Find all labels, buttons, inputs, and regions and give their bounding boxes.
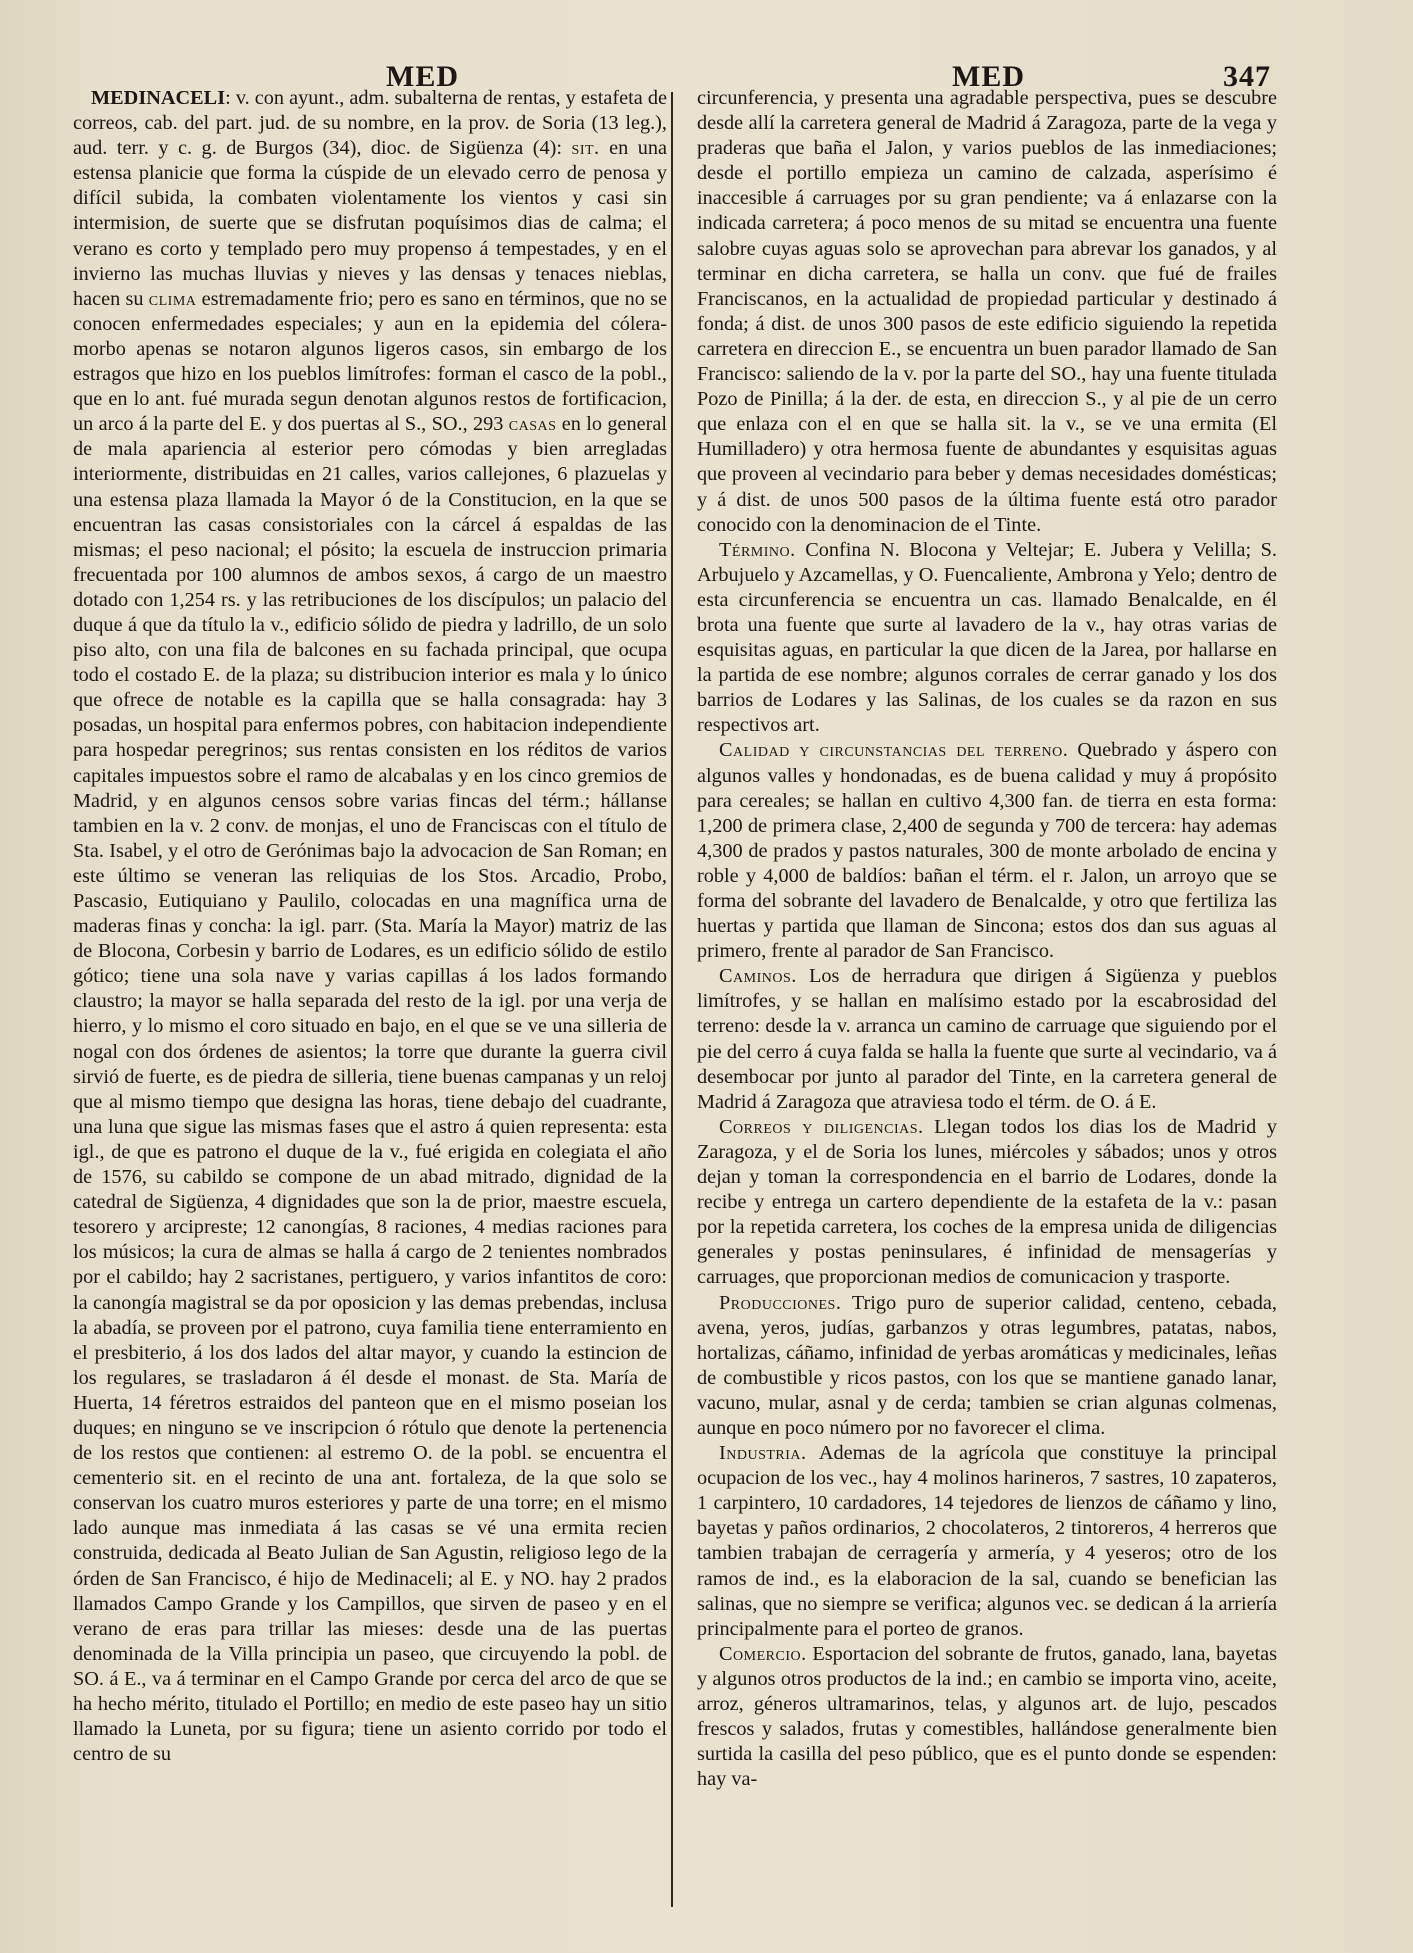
section-heading: Producciones. <box>719 1291 842 1314</box>
section-heading: Comercio. <box>719 1642 807 1665</box>
section-text: Quebrado y áspero con algunos valles y hondonadas, es de buena calidad y muy á propósito para cereales; se hallan en cultivo 4,300 fan. de tierra en esta forma: 1,200 de primera clase, 2,400 de segunda y 700 de tercera: hay ademas 4,300 de prados y pastos naturales, 300 de monte arbolado de encina y roble y 4,000 de baldíos: bañan el térm. el r. Jalon, un arroyo que se forma del sobrante del lavadero de Benalcalde, y otro que fertiliza las huertas y partida que llaman de Sinconа; estos dos dan sus aguas al primero, frente al parador de San Francisco. <box>697 739 1277 963</box>
section-text: Llegan todos los dias los de Madrid y Zaragoza, y el de Soria los lunes, miércoles y sábados; unos y otros dejan y toman la correspondencia en el barrio de Lodares, donde la recibe y entrega un cartero dependiente de la estafeta de la v.: pasan por la repetida carretera, los coches de la empresa unida de diligencias generales y postas peninsulares, é infinidad de mensagerías y carruages, que proporcionan medios de comunicacion y trasporte. <box>697 1115 1277 1289</box>
casas-label: casas <box>508 413 557 436</box>
section-comercio <box>697 1642 1277 1793</box>
section-termino <box>697 538 1277 739</box>
entry-head: MEDINACELI <box>91 87 226 109</box>
header-left-title: MED <box>386 60 459 93</box>
entry-text-1: : v. con ayunt., adm. subalterna de rentas, y estafeta de correos, cab. del part. jud. de su nombre, en la prov. de Soria (13 leg.), aud. terr. y c. g. de Burgos (34), dioc. de Sigüenza (4): <box>73 87 667 160</box>
section-caminos <box>697 964 1277 1115</box>
section-industria <box>697 1441 1277 1642</box>
section-text: Ademas de la agrícola que constituye la principal ocupacion de los vec., hay 4 molinos harineros, 7 sastres, 10 zapateros, 1 carpintero, 10 cardadores, 14 tejedores de lienzos de cáñamo y lino, bayetas y paños ordinarios, 2 chocolateros, 2 tintoreros, 4 herreros que tambien trabajan de cerragería y armería, y 4 yeseros; otro de los ramos de ind., es la elaboracion de la sal, cuando se benefician las salinas, que no siempre se verifica; algunos vec. se dedican á la arriería principalmente para el porteo de granos. <box>697 1442 1277 1640</box>
page-number: 347 <box>1223 60 1271 93</box>
section-calidad <box>697 738 1277 964</box>
section-heading: Calidad y circunstancias del terreno. <box>719 739 1069 762</box>
section-correos <box>697 1115 1277 1291</box>
section-heading: Caminos. <box>719 965 797 988</box>
section-heading: Correos y diligencias. <box>719 1115 924 1138</box>
right-column <box>697 86 1277 1792</box>
clima-label: clima <box>148 287 197 310</box>
column-divider <box>671 92 673 1907</box>
paragraph-continuation: circunferencia, y presenta una agradable perspectiva, pues se descubre desde allí la carretera general de Madrid á Zaragoza, parte de la vega y praderas que baña el Jalon, y varios pueblos de las inmediaciones; desde el portillo empieza un camino de calzada, asperísimo é inaccesible á carruages por su gran pendiente; va á enlazarse con la indicada carretera; á poco menos de su mitad se encuentra una fuente salobre cuyas aguas solo se aprovechan para abrevar los ganados, y al terminar en dicha carretera, se halla un conv. que fué de frailes Franciscanos, en la actualidad de propiedad particular y destinado á fonda; á dist. de unos 300 pasos de este edificio siguiendo la repetida carretera en direccion E., se encuentra un buen parador llamado de San Francisco: saliendo de la v. por la parte del SO., hay una fuente titulada Pozo de Pinilla; á la der. de esta, en direccion S., y al pie de un cerro que enlaza con el en que se halla sit. la v., se ve una ermita (El Humilladero) y otra hermosa fuente de abundantes y esquisitas aguas que proveen al vecindario para beber y demas necesidades domésticas; y á dist. de unos 500 pasos de la última fuente está otro parador conocido con la denominacion de el Tinte. <box>697 87 1277 536</box>
section-heading: Término. <box>719 538 796 561</box>
section-text: Los de herradura que dirigen á Sigüenza y pueblos limítrofes, y se hallan en malísimo estado por la escabrosidad del terreno: desde la v. arranca un camino de carruage que siguiendo por el pie del cerro á cuya falda se halla la fuente que surte al vecindario, va á desembocar por junto al parador del Tinte, en la carretera general de Madrid á Zaragoza que atraviesa todo el térm. de O. á E. <box>697 965 1277 1113</box>
entry-text-4: en lo general de mala apariencia al esterior pero cómodas y bien arregladas interiormente, distribuidas en 21 calles, varios callejones, 6 plazuelas y una estensa plaza llamada la Mayor ó de la Constitucion, en la que se encuentran las casas consistoriales con la cárcel á espaldas de las mismas; el peso nacional; el pósito; la escuela de instruccion primaria frecuentada por 100 alumnos de ambos sexos, á cargo de un maestro dotado con 1,254 rs. y las retribuciones de los discípulos; un palacio del duque á que da título la v., edificio sólido de piedra y ladrillo, de un solo piso alto, con una fila de balcones en su fachada principal, que ocupa todo el costado E. de la plaza; su distribucion interior es mala y lo único que ofrece de notable es la capilla que se halla consagrada: hay 3 posadas, un hospital para enfermos pobres, con habitacion independiente para hospedar peregrinos; sus rentas consisten en los réditos de varios capitales impuestos sobre el ramo de alcabalas y en los cinco gremios de Madrid, y en algunos censos sobre varias fincas del térm.; hállanse tambien en la v. 2 conv. de monjas, el uno de Franciscas con el título de Sta. Isabel, y el otro de Gerónimas bajo la advocacion de San Roman; en este último se veneran las reliquias de los Stos. Arcadio, Probo, Pascasio, Eutiquiano y Paulilo, colocadas en una magnífica urna de maderas finas y concha: la igl. parr. (Sta. María la Mayor) matriz de las de Blocona, Corbesin y barrio de Lodares, es un edificio sólido de estilo gótico; tiene una sola nave y varias capillas á los lados formando claustro; la mayor se halla separada del resto de la igl. por una verja de hierro, y lo mismo el coro situado en bajo, en el que se ve una silleria de nogal con dos órdenes de asientos; la torre que durante la guerra civil sirvió de fuerte, es de piedra de silleria, tiene buenas campanas y un reloj que al mismo tiempo que designa las horas, tiene debajo del cuadrante, una luna que sigue las mismas fases que el astro á quien representa: esta igl., de que es patrono el duque de la v., fué erigida en colegiata el año de 1576, su cabildo se compone de un abad mitrado, dignidad de la catedral de Sigüenza, 4 dignidades que son la de prior, maestre escuela, tesorero y arcipreste; 12 canongías, 8 raciones, 4 medias raciones para los músicos; la cura de almas se halla á cargo de 2 tenientes nombrados por el cabildo; hay 2 sacristanes, pertiguero, y varios infantitos de coro: la canongía magistral se da por oposicion y las demas prebendas, inclusa la abadía, se proveen por el patrono, cuya familia tiene enterramiento en el presbiterio, á los dos lados del altar mayor, y cuando la estincion de los regulares, se trasladaron á él desde el monast. de Sta. María de Huerta, 14 féretros estraidos del panteon que en el mismo poseian los duques; en ninguno se ve inscripcion ó rótulo que denote la pertenencia de los restos que contienen: al estremo O. de la pobl. se encuentra el cementerio sit. en el recinto de una ant. fortaleza, de la que solo se conservan los cuatro muros esteriores y parte de una torre; en el mismo lado aunque mas inmediata á las casas se vé una ermita recien construida, dedicada al Beato Julian de San Agustin, religioso lego de la órden de San Francisco, é hijo de Medinaceli; al E. y NO. hay 2 prados llamados Campo Grande y los Campillos, que sirven de paseo y en el verano de eras para trillar las mieses: desde una de las puertas denominada de la Villa principia un paseo, que circuyendo la pobl. de SO. á E., va á terminar en el Campo Grande por cerca del arco de que se ha hecho mérito, titulado el Portillo; en medio de este paseo hay un sitio llamado la Luneta, por su figura; tiene un asiento corrido por todo el centro de su <box>73 413 667 1766</box>
section-text: Esportacion del sobrante de frutos, ganado, lana, bayetas y algunos otros productos de la ind.; en cambio se importa vino, aceite, arroz, géneros ultramarinos, telas, y algunos art. de lujo, pescados frescos y salados, frutas y comestibles, hallándose generalmente bien surtida la casilla del peso público, que es el punto donde se espenden: hay va- <box>697 1642 1277 1791</box>
left-column <box>73 86 667 1767</box>
entry-text-3: estremadamente frio; pero es sano en términos, que no se conocen enfermedades especiales; y aun en la epidemia del cólera-morbo apenas se notaron algunos ligeros casos, sin embargo de los estragos que hizo en los pueblos limítrofes: forman el casco de la pobl., que en lo ant. fué murada segun denotan algunos restos de fortificacion, un arco á la parte del E. y dos puertas al S., SO., 293 <box>73 287 667 436</box>
entry-medinaceli <box>73 86 667 1767</box>
section-text: Trigo puro de superior calidad, centeno, cebada, avena, yeros, judías, garbanzos y otras legumbres, patatas, nabos, hortalizas, cáñamo, infinidad de yerbas aromáticas y medicinales, leñas de combustible y ricos pastos, con los que se mantiene ganado lanar, vacuno, mular, asnal y de cerda; tambien se crian algunas colmenas, aunque en poco número por no favorecer el clima. <box>697 1291 1277 1439</box>
sit-label: sit. <box>571 137 600 160</box>
section-producciones <box>697 1291 1277 1442</box>
header-right-title: MED <box>952 60 1025 93</box>
section-text: Confina N. Blocona y Veltejar; E. Jubera y Velilla; S. Arbujuelo y Azcamellas, y O. Fuencaliente, Ambrona y Yelo; dentro de esta circunferencia se encuentra un cas. llamado Benalcalde, en él brota una fuente que surte al lavadero de la v., hay otras varias de esquisitas aguas, en particular la que dicen de la Jarea, por hallarse en la partida de ese nombre; algunos corrales de cerrar ganado y los dos barrios de Lodares y las Salinas, de los cuales se da razon en sus respectivos art. <box>697 538 1277 737</box>
entry-text-2: en una estensa planicie que forma la cúspide de un elevado cerro de penosa y difícil subida, la combaten violentamente los vientos y casi sin intermision, de suerte que se disfrutan poquísimos dias de calma; el verano es corto y templado pero muy propenso á tempestades, y en el invierno las muchas lluvias y nieves y las densas y tenaces nieblas, hacen su <box>73 137 667 310</box>
section-heading: Industria. <box>719 1442 807 1465</box>
